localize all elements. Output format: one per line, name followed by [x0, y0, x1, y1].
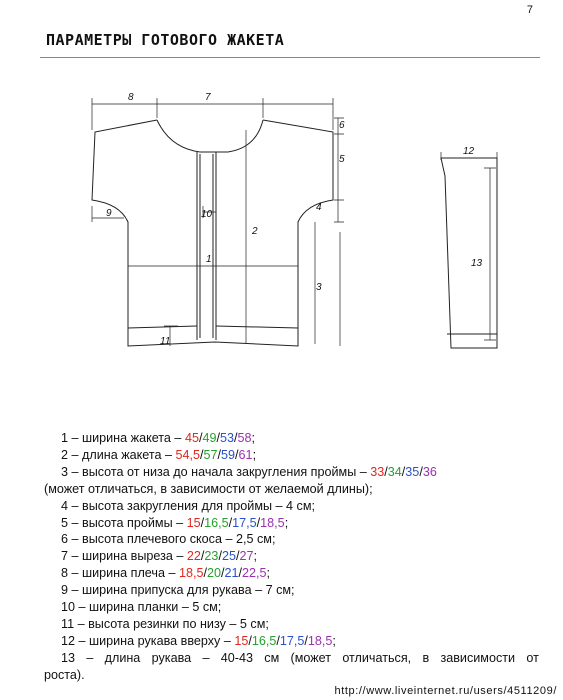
sleeve-outline — [441, 158, 497, 348]
label-1: 1 — [206, 254, 212, 265]
legend-row-11: 11 – высота резинки по низу – 5 см; — [61, 616, 269, 631]
legend-row-8: 8 – ширина плеча – 18,5/20/21/22,5; — [61, 566, 271, 581]
label-4: 4 — [316, 202, 322, 213]
label-11: 11 — [160, 336, 171, 347]
legend-row-2: 2 – длина жакета – 54,5/57/59/61; — [61, 447, 257, 462]
label-5: 5 — [339, 154, 345, 165]
neckline — [157, 120, 263, 152]
legend-row-9: 9 – ширина припуска для рукава – 7 см; — [61, 583, 295, 598]
label-7: 7 — [205, 92, 211, 103]
source-url: http://www.liveinternet.ru/users/4511209/ — [334, 685, 557, 697]
page-title: ПАРАМЕТРЫ ГОТОВОГО ЖАКЕТА — [46, 31, 285, 49]
legend-row-10: 10 – ширина планки – 5 см; — [61, 600, 222, 615]
label-3: 3 — [316, 282, 322, 293]
legend-row-13: 13 – длина рукава – 40-43 см (может отличаться, в зависимости от — [61, 650, 539, 665]
label-8: 8 — [128, 92, 134, 103]
legend-row-4: 4 – высота закругления для проймы – 4 см; — [61, 498, 316, 513]
label-2: 2 — [252, 226, 258, 237]
legend-row-3b: (может отличаться, в зависимости от желаемой длины); — [44, 481, 373, 496]
legend-row-13b: роста). — [44, 667, 85, 682]
label-9: 9 — [106, 208, 112, 219]
legend-row-12: 12 – ширина рукава вверху – 15/16,5/17,5/18,5; — [61, 633, 336, 648]
label-6: 6 — [339, 120, 345, 131]
legend-row-6: 6 – высота плечевого скоса – 2,5 см; — [61, 532, 276, 547]
legend — [44, 430, 539, 684]
legend-row-1: 1 – ширина жакета – 45/49/53/58; — [61, 431, 256, 445]
legend-row-7: 7 – ширина выреза – 22/23/25/27; — [61, 549, 257, 564]
label-12: 12 — [463, 146, 475, 157]
label-13: 13 — [471, 258, 483, 269]
page-number: 7 — [526, 4, 533, 16]
legend-row-5: 5 – высота проймы – 15/16,5/17,5/18,5; — [61, 515, 289, 530]
legend-row-3: 3 – высота от низа до начала закругления проймы – 33/34/35/36 — [61, 464, 437, 479]
placket — [197, 152, 216, 340]
label-10: 10 — [201, 209, 213, 220]
